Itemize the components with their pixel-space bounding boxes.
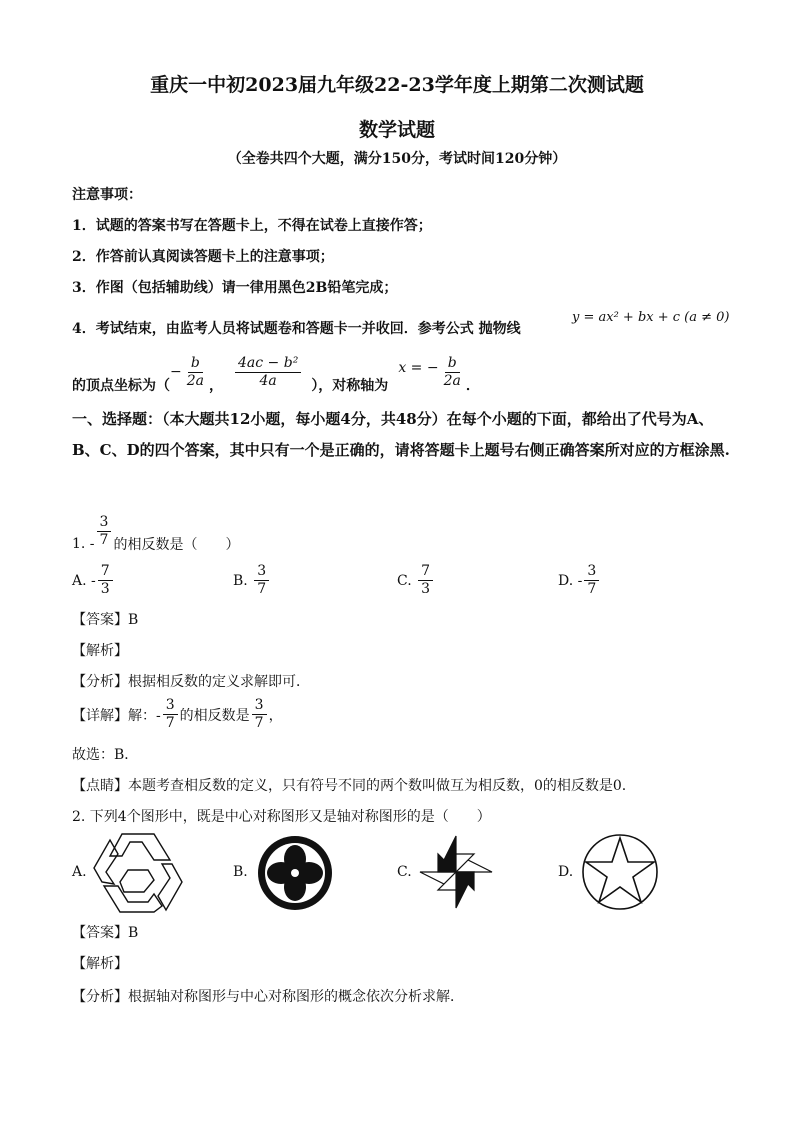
parabola-formula: y = ax² + bx + c (a ≠ 0) bbox=[572, 310, 730, 325]
q2-option-a-label[interactable]: A. bbox=[72, 864, 87, 880]
notice-item-4: 4．考试结束，由监考人员将试题卷和答题卡一并收回．参考公式 抛物线 bbox=[72, 321, 521, 337]
q1-option-a[interactable]: A. - $\frac{7}{3}$ bbox=[72, 563, 115, 598]
notice-item-1: 1．试题的答案书写在答题卡上，不得在试卷上直接作答； bbox=[72, 218, 432, 234]
exam-note: （全卷共四个大题，满分150分，考试时间120分钟） bbox=[227, 151, 567, 167]
q2-option-c-label[interactable]: C. bbox=[397, 864, 412, 880]
vertex-suffix: ），对称轴为 bbox=[311, 378, 389, 394]
q2-option-b-label[interactable]: B. bbox=[233, 864, 248, 880]
notice-item-3: 3．作图（包括辅助线）请一律用黑色2B铅笔完成； bbox=[72, 280, 398, 296]
q1-analysis: 【分析】根据相反数的定义求解即可． bbox=[72, 674, 310, 690]
four-petal-circle-figure bbox=[256, 834, 334, 912]
q1-option-b[interactable]: B. $\frac{3}{7}$ bbox=[233, 563, 271, 598]
q1-option-d[interactable]: D. - $\frac{3}{7}$ bbox=[558, 563, 601, 598]
q1-point: 【点睛】本题考查相反数的定义，只有符号不同的两个数叫做互为相反数，0的相反数是0. bbox=[72, 778, 627, 794]
page-title: 重庆一中初2023届九年级22-23学年度上期第二次测试题 bbox=[150, 74, 644, 96]
section-instructions: 一、选择题：（本大题共12小题，每小题4分，共48分）在每个小题的下面，都给出了代号为A、B、C、D的四个答案，其中只有一个是正确的，请将答题卡上题号右侧正确答案所对应的方框涂黑. bbox=[72, 410, 730, 459]
axis-fraction: $\frac{b}{2a}$ bbox=[443, 354, 461, 389]
q2-answer: 【答案】B bbox=[72, 925, 139, 941]
q1-option-c[interactable]: C. $\frac{7}{3}$ bbox=[397, 563, 435, 598]
q2-analysis: 【分析】根据轴对称图形与中心对称图形的概念依次分析求解． bbox=[72, 989, 464, 1005]
star-in-circle-figure bbox=[580, 832, 660, 912]
notice-item-2: 2．作答前认真阅读答题卡上的注意事项； bbox=[72, 249, 334, 265]
notice-heading: 注意事项： bbox=[72, 187, 142, 203]
page-subtitle: 数学试题 bbox=[358, 119, 435, 141]
q1-fraction: $\frac{3}{7}$ bbox=[97, 514, 112, 549]
q1-analysis-head: 【解析】 bbox=[72, 643, 128, 659]
vertex-prefix: 的顶点坐标为（ bbox=[72, 378, 170, 394]
q1-answer: 【答案】B bbox=[72, 612, 139, 628]
vertex-y-fraction: $\frac{\text{4ac − b²}}{4a}$ bbox=[235, 355, 301, 390]
q1-choose: 故选：B． bbox=[72, 747, 139, 763]
question-2: 2. 下列4个图形中，既是中心对称图形又是轴对称图形的是（ ） bbox=[72, 809, 491, 825]
q2-analysis-head: 【解析】 bbox=[72, 956, 128, 972]
q1-detail: 【详解】解：- $\frac{3}{7}$ 的相反数是 $\frac{3}{7}$ ， bbox=[72, 697, 283, 731]
vertex-minus: − bbox=[170, 364, 182, 380]
vertex-line: 的顶点坐标为（ − $\frac{b}{2a}$ ， $\frac{\text{4ac − b²}}{4a}$ ），对称轴为 x = − $\frac{b}{2a}$ ． bbox=[72, 354, 480, 394]
q2-option-d-label[interactable]: D. bbox=[558, 864, 574, 880]
hexagon-swirl-figure bbox=[92, 832, 184, 914]
pinwheel-figure bbox=[418, 834, 494, 910]
axis-prefix: x = − bbox=[398, 360, 439, 376]
question-1: 1. - $\frac{3}{7}$ 的相反数是（ ） bbox=[72, 513, 240, 553]
vertex-x-fraction: $\frac{b}{2a}$ bbox=[186, 354, 204, 389]
